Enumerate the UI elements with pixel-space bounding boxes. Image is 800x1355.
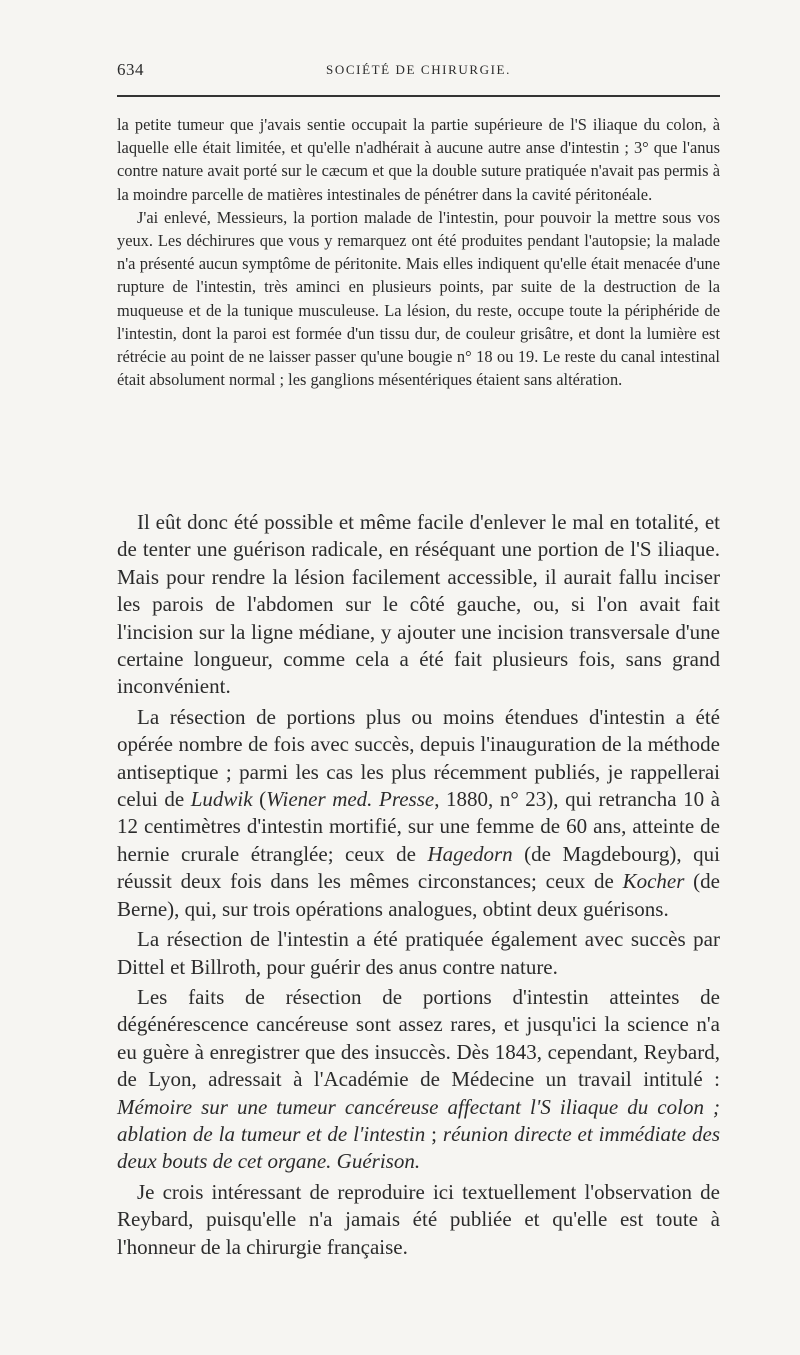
paragraph: [117, 984, 720, 1176]
memoir-title: Mémoire sur une tumeur cancéreuse affectant l'S iliaque du colon ; ablation de la tumeur et de l'intestin: [117, 1094, 720, 1146]
journal-name: Wiener med. Presse: [266, 787, 435, 812]
text-span: (de Berne), qui, sur trois opérations analogues, obtint deux guérisons.: [117, 869, 720, 921]
paragraph-continued: la petite tumeur que j'avais sentie occupait la partie supérieure de l'S iliaque du colon, à laquelle elle était limitée, et qu'elle n'adhérait à aucune autre anse d'intestin ; 3° que l'anus contre nature avait porté sur le cæcum et que la double suture pratiquée n'avait pas permis à la moindre parcelle de matières intestinales de pénétrer dans la cavité péritonéale.: [117, 115, 720, 204]
author-name: Kocher: [622, 869, 685, 894]
text-span: (de Magdebourg), qui réussit deux fois dans les mêmes circonstances; ceux de: [117, 841, 720, 894]
text-span: Les faits de résection de portions d'intestin atteintes de dégénérescence cancéreuse sont assez rares, et jusqu'ici la science n'a eu guère à enregistrer que des insuccès. Dès 1843, cependant, Reybard, de Lyon, adressait à l'Académie de Médecine un travail intitulé :: [117, 984, 720, 1092]
small-print-section: [117, 113, 720, 391]
paragraph: Il eût donc été possible et même facile d'enlever le mal en totalité, et de tenter une guérison radicale, en réséquant une portion de l'S iliaque. Mais pour rendre la lésion facilement accessible, il aurait fallu inciser les parois de l'abdomen sur le côté gauche, ou, si l'on avait fait l'incision sur la ligne médiane, y ajouter une incision transversale d'une certaine longueur, comme cela a été fait plusieurs fois, sans grand inconvénient.: [117, 510, 720, 699]
author-name: Hagedorn: [427, 841, 513, 866]
paragraph: [117, 704, 720, 923]
page-header: [117, 60, 720, 84]
header-rule: [117, 95, 720, 97]
text-span: , 1880, n° 23), qui retrancha 10 à 12 centimètres d'intestin mortifié, sur une femme de 60 ans, atteinte de hernie crurale étranglée; ceux de: [117, 787, 720, 866]
text-span: La résection de portions plus ou moins étendues d'intestin a été opérée nombre de fois avec succès, depuis l'inauguration de la méthode antiseptique ; parmi les cas les plus récemment publiés, je rappellerai celui de: [117, 704, 720, 812]
main-text-section: [117, 509, 720, 1261]
author-name: Ludwik: [190, 787, 253, 812]
text-span: ;: [425, 1121, 443, 1146]
paragraph: J'ai enlevé, Messieurs, la portion malade de l'intestin, pour pouvoir la mettre sous vos yeux. Les déchirures que vous y remarquez ont été produites pendant l'autopsie; la malade n'a présenté aucun symptôme de péritonite. Mais elles indiquent qu'elle était menacée d'une rupture de l'intestin, très aminci en plusieurs points, par suite de la destruction de la muqueuse et de la tunique musculeuse. La lésion, du reste, occupe toute la périphéride de l'intestin, dont la paroi est formée d'un tissu dur, de couleur grisâtre, et dont la lumière est rétrécie au point de ne laisser passer qu'une bougie n° 18 ou 19. Le reste du canal intestinal était absolument normal ; les ganglions mésentériques étaient sans altération.: [117, 207, 720, 390]
page-number: 634: [117, 60, 144, 79]
paragraph: La résection de l'intestin a été pratiquée également avec succès par Dittel et Billroth, pour guérir des anus contre nature.: [117, 927, 720, 979]
memoir-title-continued: réunion directe et immédiate des deux bouts de cet organe. Guérison.: [117, 1121, 720, 1174]
paragraph: Je crois intéressant de reproduire ici textuellement l'observation de Reybard, puisqu'elle n'a jamais été publiée et qu'elle est toute à l'honneur de la chirurgie française.: [117, 1179, 720, 1259]
running-title: SOCIÉTÉ DE CHIRURGIE.: [326, 62, 511, 77]
text-span: (: [252, 787, 267, 812]
